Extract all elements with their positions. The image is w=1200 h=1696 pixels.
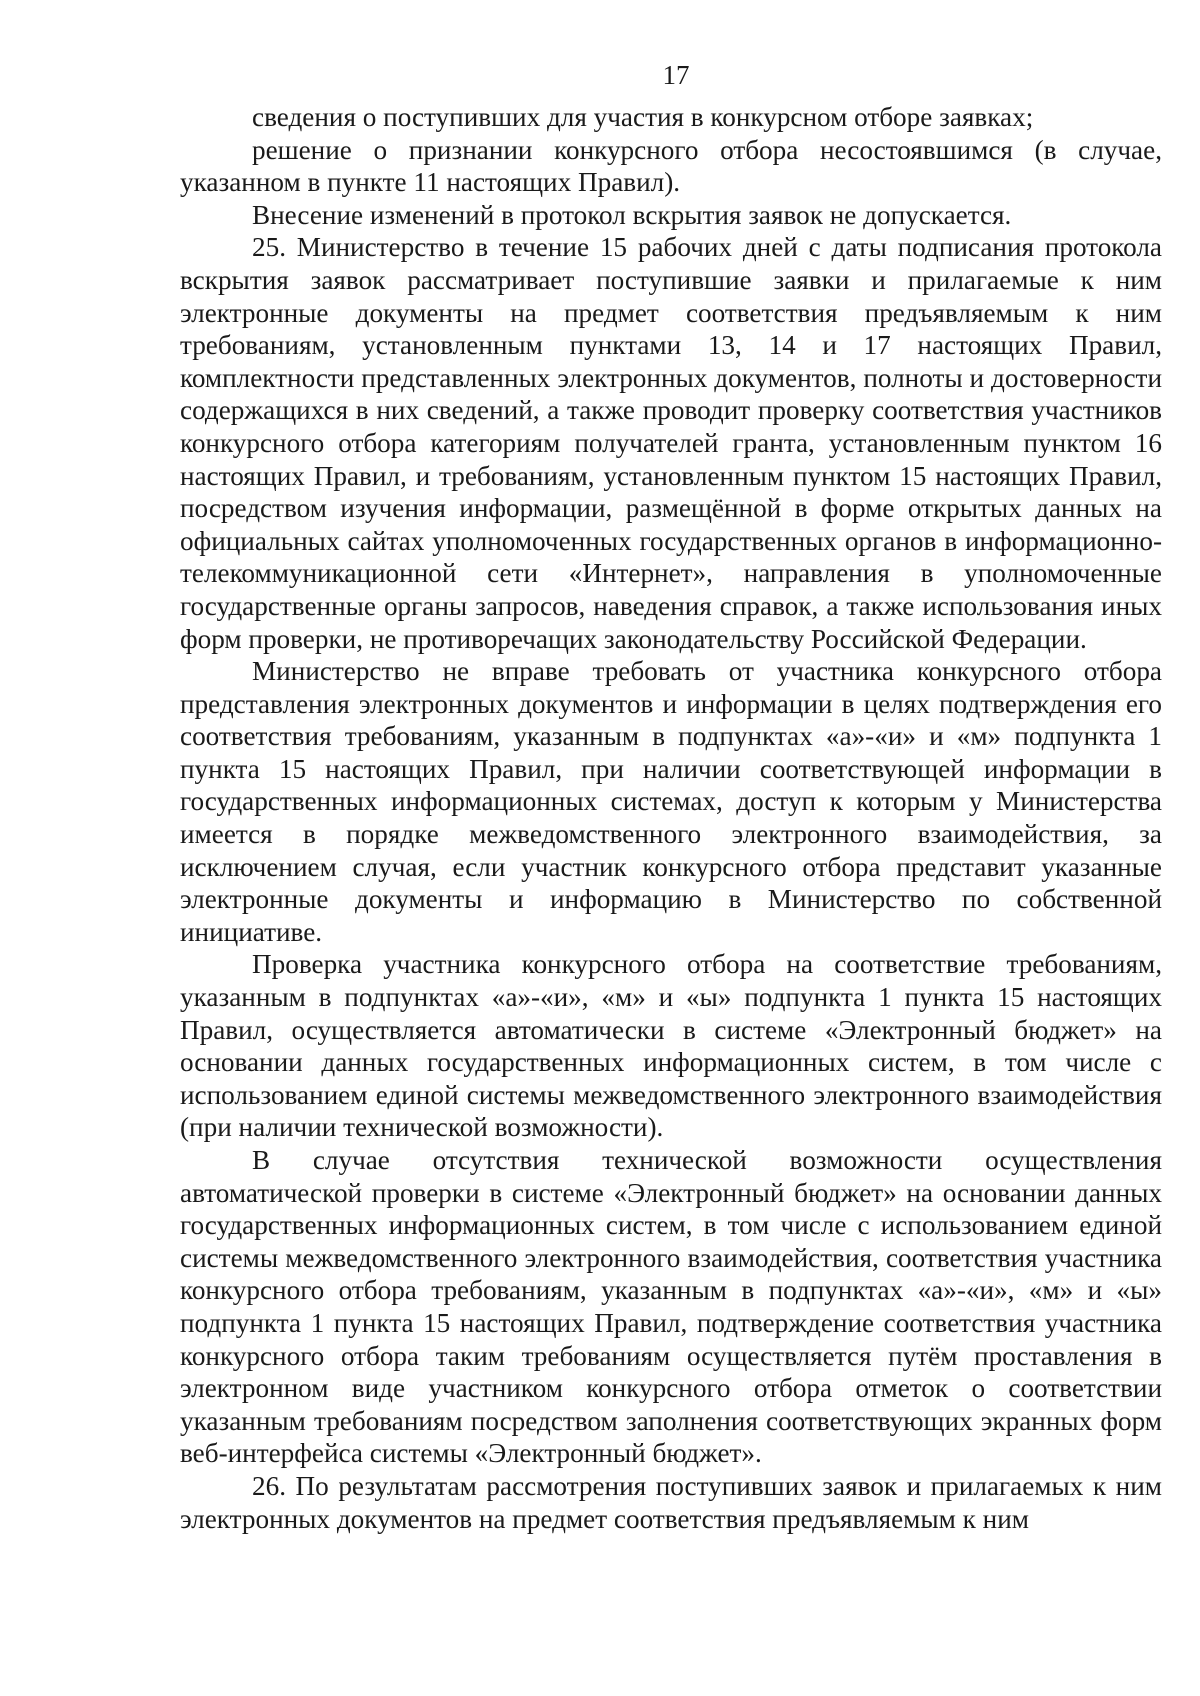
paragraph-clause-25: 25. Министерство в течение 15 рабочих дней с даты подписания протокола вскрытия заявок рассматривает поступившие заявки и прилагаемые к ним электронные документы на предмет соответствия предъявляемым к ним требованиям, установленным пунктами 13, 14 и 17 настоящих Правил, комплектности представленных электронных документов, полноты и достоверности содержащихся в них сведений, а также проводит проверку соответствия участников конкурсного отбора категориям получателей гранта, установленным пунктом 16 настоящих Правил, и требованиям, установленным пунктом 15 настоящих Правил, посредством изучения информации, размещённой в форме открытых данных на официальных сайтах уполномоченных государственных органов в информационно-телекоммуникационной сети «Интернет», направления в уполномоченные государственные органы запросов, наведения справок, а также использования иных форм проверки, не противоречащих законодательству Российской Федерации. xyxy=(180,232,1162,654)
paragraph-no-technical-possibility: В случае отсутствия технической возможности осуществления автоматической проверки в системе «Электронный бюджет» на основании данных государственных информационных систем, в том числе с использованием единой системы межведомственного электронного взаимодействия, соответствия участника конкурсного отбора требованиям, указанным в подпунктах «а»-«и», «м» и «ы» подпункта 1 пункта 15 настоящих Правил, подтверждение соответствия участника конкурсного отбора таким требованиям осуществляется путём проставления в электронном виде участником конкурсного отбора отметок о соответствии указанным требованиям посредством заполнения соответствующих экранных форм веб-интерфейса системы «Электронный бюджет». xyxy=(180,1145,1162,1469)
paragraph-automatic-check: Проверка участника конкурсного отбора на соответствие требованиям, указанным в подпунктах «а»-«и», «м» и «ы» подпункта 1 пункта 15 настоящих Правил, осуществляется автоматически в системе «Электронный бюджет» на основании данных государственных информационных систем, в том числе с использованием единой системы межведомственного электронного взаимодействия (при наличии технической возможности). xyxy=(180,949,1162,1143)
document-body xyxy=(180,101,1162,1535)
paragraph-clause-26: 26. По результатам рассмотрения поступивших заявок и прилагаемых к ним электронных документов на предмет соответствия предъявляемым к ним xyxy=(180,1470,1162,1534)
page-number: 17 xyxy=(662,60,690,90)
paragraph-no-changes: Внесение изменений в протокол вскрытия заявок не допускается. xyxy=(252,199,1012,230)
paragraph-failed-selection: решение о признании конкурсного отбора несостоявшимся (в случае, указанном в пункте 11 настоящих Правил). xyxy=(180,134,1162,198)
paragraph-applications-info: сведения о поступивших для участия в конкурсном отборе заявках; xyxy=(252,102,1034,132)
paragraph-ministry-rights: Министерство не вправе требовать от участника конкурсного отбора представления электронных документов и информации в целях подтверждения его соответствия требованиям, указанным в подпунктах «а»-«и» и «м» подпункта 1 пункта 15 настоящих Правил, при наличии соответствующей информации в государственных информационных системах, доступ к которым у Министерства имеется в порядке межведомственного электронного взаимодействия, за исключением случая, если участник конкурсного отбора представит указанные электронные документы и информацию в Министерство по собственной инициативе. xyxy=(180,656,1162,947)
